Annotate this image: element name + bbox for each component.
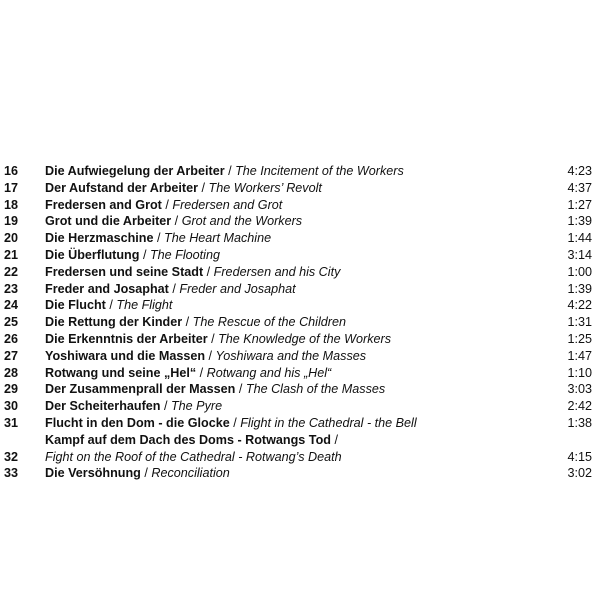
title-separator: /: [229, 415, 241, 430]
title-separator: /: [235, 382, 246, 397]
title-separator: /: [182, 315, 193, 330]
track-row: [0, 398, 600, 415]
title-separator: /: [207, 331, 219, 346]
track-duration: 1:39: [567, 281, 592, 296]
track-row: [0, 348, 600, 365]
track-title: [45, 381, 385, 398]
track-duration: 4:37: [567, 180, 592, 195]
track-title: [45, 314, 346, 331]
track-title-german: Der Aufstand der Arbeiter: [45, 180, 199, 195]
track-number: 21: [4, 247, 19, 262]
track-number: 23: [4, 281, 19, 296]
track-title: [45, 247, 220, 264]
track-title: [45, 365, 331, 382]
track-row: [0, 230, 600, 247]
track-duration: 3:14: [567, 247, 592, 262]
track-title-german: Fredersen und seine Stadt: [45, 264, 204, 279]
track-title-english: The Pyre: [170, 399, 223, 414]
title-separator: /: [196, 365, 207, 380]
track-number: 16: [4, 164, 19, 178]
track-title-german: Die Erkenntnis der Arbeiter: [45, 331, 208, 346]
track-title-german: Die Flucht: [45, 298, 106, 313]
title-separator: /: [140, 466, 152, 481]
title-separator: /: [205, 348, 216, 363]
track-title-german: Die Aufwiegelung der Arbeiter: [45, 164, 225, 178]
track-title: [45, 197, 282, 214]
track-title: [45, 163, 404, 180]
track-title: [45, 331, 391, 348]
track-title-german: Flucht in den Dom - die Glocke: [45, 415, 230, 430]
track-row: [0, 331, 600, 348]
track-number: 25: [4, 315, 19, 330]
track-title: [45, 281, 296, 298]
track-title-german: Fredersen and Grot: [45, 197, 162, 212]
track-title-german: Yoshiwara und die Massen: [45, 348, 206, 363]
title-separator: /: [160, 399, 171, 414]
track-title-german: Der Zusammenprall der Massen: [45, 382, 236, 397]
track-number: 17: [4, 180, 19, 195]
track-title-german: Freder and Josaphat: [45, 281, 169, 296]
track-title: [45, 230, 271, 247]
track-title-german: Die Herzmaschine: [45, 231, 154, 246]
track-title-english: The Flooting: [149, 247, 220, 262]
track-number: 29: [4, 382, 19, 397]
track-row: [0, 163, 600, 180]
title-separator: /: [198, 180, 209, 195]
track-number: 26: [4, 331, 19, 346]
track-row: [0, 365, 600, 382]
track-row: [0, 465, 600, 482]
title-separator: /: [105, 298, 117, 313]
title-separator: /: [168, 281, 180, 296]
track-list: [0, 163, 600, 482]
track-title-english: Flight in the Cathedral - the Bell: [240, 415, 417, 430]
track-number: 20: [4, 231, 19, 246]
track-row: [0, 297, 600, 314]
track-title-english: The Clash of the Masses: [245, 382, 386, 397]
track-duration: 1:39: [567, 214, 592, 229]
title-separator: /: [171, 214, 182, 229]
track-title-english: Reconciliation: [151, 466, 230, 481]
track-duration: 1:27: [567, 197, 592, 212]
title-separator: /: [161, 197, 173, 212]
track-title-english: The Flight: [116, 298, 173, 313]
track-duration: 1:25: [567, 331, 592, 346]
track-title-english: The Rescue of the Children: [192, 315, 346, 330]
track-row: [0, 197, 600, 214]
track-title-english: Rotwang and his „Hel“: [206, 365, 332, 380]
track-duration: 1:44: [567, 231, 592, 246]
track-title-english: The Heart Machine: [164, 231, 272, 246]
track-title-german: Der Scheiterhaufen: [45, 399, 161, 414]
track-row: [0, 415, 600, 432]
track-title: [45, 465, 230, 482]
track-duration: 2:42: [567, 399, 592, 414]
track-title: [45, 348, 366, 365]
track-title-english: The Knowledge of the Workers: [218, 331, 392, 346]
track-title: [45, 297, 172, 314]
track-number: 32: [4, 449, 19, 464]
track-duration: 1:38: [567, 415, 592, 430]
track-row: [0, 180, 600, 197]
track-title: [45, 264, 340, 281]
track-row: [0, 264, 600, 281]
track-title: [45, 398, 222, 415]
track-number: 30: [4, 399, 19, 414]
track-duration: 1:47: [567, 348, 592, 363]
track-duration: 4:23: [567, 164, 592, 178]
track-title-german: Die Überflutung: [45, 247, 140, 262]
track-number: 24: [4, 298, 19, 313]
track-number: 27: [4, 348, 19, 363]
track-number: 18: [4, 197, 19, 212]
title-separator: /: [153, 231, 164, 246]
track-title-english: Freder and Josaphat: [179, 281, 296, 296]
track-duration: 3:03: [567, 382, 592, 397]
track-title-english: Fight on the Roof of the Cathedral - Rotwang’s Death: [45, 449, 342, 464]
title-separator: /: [203, 264, 214, 279]
track-number: 19: [4, 214, 19, 229]
track-duration: 1:10: [567, 365, 592, 380]
track-title: [45, 415, 417, 432]
track-title-german: Rotwang und seine „Hel“: [45, 365, 197, 380]
track-title-english: The Incitement of the Workers: [235, 164, 404, 178]
track-row: [0, 314, 600, 331]
track-row: [0, 247, 600, 264]
track-title: [45, 213, 302, 230]
title-separator: /: [139, 247, 150, 262]
track-duration: 1:00: [567, 264, 592, 279]
track-row: [0, 381, 600, 398]
track-title-english: Yoshiwara and the Masses: [215, 348, 367, 363]
track-title-english: The Workers’ Revolt: [208, 180, 322, 195]
track-title-english: Grot and the Workers: [181, 214, 303, 229]
track-title: [45, 432, 338, 449]
track-duration: 3:02: [567, 466, 592, 481]
title-separator: /: [330, 432, 338, 447]
track-number: 33: [4, 466, 19, 481]
track-title-german: Grot und die Arbeiter: [45, 214, 172, 229]
track-title-german: Die Versöhnung: [45, 466, 141, 481]
track-number: 31: [4, 415, 19, 430]
track-row: [0, 281, 600, 298]
track-row: [0, 432, 600, 466]
track-title-english: Fredersen and his City: [213, 264, 341, 279]
track-number: 28: [4, 365, 19, 380]
track-title: [45, 180, 322, 197]
track-title-german: Kampf auf dem Dach des Doms - Rotwangs Tod: [45, 432, 331, 447]
track-duration: 1:31: [567, 315, 592, 330]
track-duration: 4:22: [567, 298, 592, 313]
track-row: [0, 213, 600, 230]
track-title-german: Die Rettung der Kinder: [45, 315, 183, 330]
track-number: 22: [4, 264, 19, 279]
track-duration: 4:15: [567, 449, 592, 464]
track-title-english: Fredersen and Grot: [172, 197, 283, 212]
title-separator: /: [224, 164, 236, 178]
